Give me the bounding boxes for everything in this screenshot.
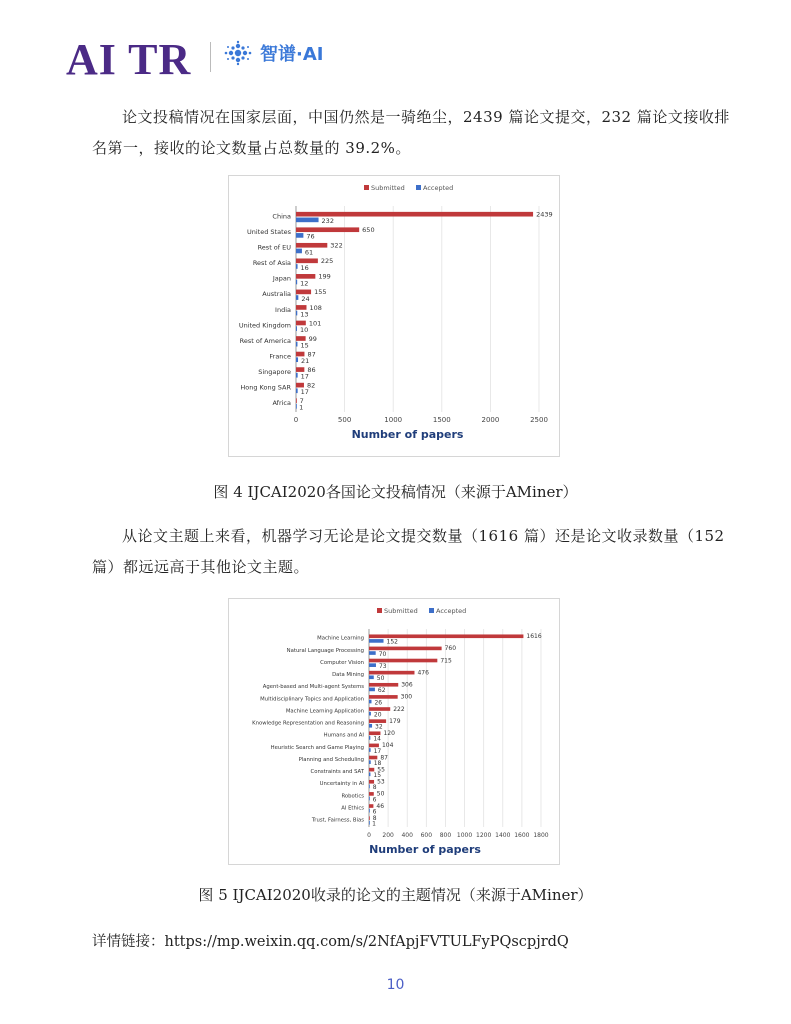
data-label-accepted: 12 xyxy=(300,279,309,288)
bar-accepted xyxy=(369,797,370,801)
bar-submitted xyxy=(369,634,523,638)
bar-accepted xyxy=(296,295,298,300)
bar-accepted xyxy=(296,249,302,254)
data-label-submitted: 87 xyxy=(307,350,316,359)
x-tick-label: 1800 xyxy=(533,832,549,839)
data-label-accepted: 15 xyxy=(300,341,309,350)
category-label: Knowledge Representation and Reasoning xyxy=(252,720,364,727)
category-label: Japan xyxy=(272,274,291,283)
data-label-submitted: 46 xyxy=(376,802,385,810)
bar-submitted xyxy=(369,707,390,711)
zhipu-brand-text: 智谱·AI xyxy=(260,44,324,65)
bar-accepted xyxy=(296,326,297,331)
data-label-submitted: 222 xyxy=(393,705,405,713)
data-label-accepted: 232 xyxy=(321,217,334,226)
bar-submitted xyxy=(296,274,315,279)
bar-accepted xyxy=(369,736,370,740)
data-label-accepted: 10 xyxy=(299,325,309,334)
x-tick-label: 500 xyxy=(337,416,352,424)
bar-accepted xyxy=(369,785,370,789)
data-label-submitted: 108 xyxy=(309,303,322,312)
x-tick-label: 1000 xyxy=(384,416,403,424)
bar-submitted xyxy=(296,367,304,372)
data-label-submitted: 1616 xyxy=(526,633,542,641)
data-label-accepted: 6 xyxy=(372,796,377,804)
data-label-submitted: 101 xyxy=(308,319,322,328)
category-label: United States xyxy=(246,228,291,237)
x-tick-label: 2000 xyxy=(481,416,500,424)
x-tick-label: 600 xyxy=(420,832,433,839)
data-label-submitted: 86 xyxy=(307,365,316,374)
x-tick-label: 200 xyxy=(382,832,394,839)
bar-submitted xyxy=(369,780,374,784)
bar-accepted xyxy=(296,218,319,223)
bar-accepted xyxy=(296,342,297,347)
category-label: Machine Learning Application xyxy=(285,708,364,715)
x-tick-label: 1400 xyxy=(495,832,511,839)
zhipu-logo xyxy=(222,40,323,66)
category-label: Australia xyxy=(262,290,291,299)
bar-accepted xyxy=(296,311,297,316)
data-label-submitted: 7 xyxy=(299,396,304,405)
bar-accepted xyxy=(369,700,371,704)
bar-submitted xyxy=(369,756,377,760)
data-label-accepted: 26 xyxy=(374,699,383,707)
legend-label-accepted: Accepted xyxy=(423,184,454,192)
legend-swatch-submitted xyxy=(377,608,382,613)
bar-submitted xyxy=(369,683,398,687)
category-label: China xyxy=(272,212,291,221)
bar-accepted xyxy=(369,639,384,643)
x-tick-label: 1200 xyxy=(476,832,492,839)
data-label-accepted: 15 xyxy=(373,772,382,780)
x-axis-title: Number of papers xyxy=(369,843,481,856)
bar-accepted xyxy=(369,651,376,655)
x-tick-label: 800 xyxy=(439,832,452,839)
category-label: Natural Language Processing xyxy=(286,647,364,654)
bar-submitted xyxy=(369,647,442,651)
category-label: Robotics xyxy=(341,793,364,800)
legend-swatch-accepted xyxy=(429,608,434,613)
bar-submitted xyxy=(369,816,370,820)
bar-accepted xyxy=(369,675,374,679)
chart-countries xyxy=(228,175,560,457)
paragraph-topic-intro: 从论文主题上来看，机器学习无论是论文提交数量（1616 篇）还是论文收录数量（152 篇）都远远高于其他论文主题。 xyxy=(92,527,725,576)
bar-accepted xyxy=(296,280,297,285)
data-label-submitted: 300 xyxy=(400,693,413,701)
category-label: Singapore xyxy=(258,367,291,376)
data-label-accepted: 8 xyxy=(372,784,377,792)
data-label-accepted: 62 xyxy=(377,687,386,695)
bar-accepted xyxy=(296,373,298,378)
bar-accepted xyxy=(369,821,370,825)
bar-accepted xyxy=(369,724,372,728)
data-label-submitted: 104 xyxy=(381,742,394,750)
legend-label-submitted: Submitted xyxy=(384,607,418,615)
data-label-accepted: 1 xyxy=(372,820,376,828)
category-label: Hong Kong SAR xyxy=(240,383,291,392)
data-label-submitted: 120 xyxy=(383,730,395,738)
aitr-logo: AI TR xyxy=(66,35,192,84)
data-label-accepted: 6 xyxy=(372,808,377,816)
data-label-submitted: 8 xyxy=(372,814,377,822)
category-label: United Kingdom xyxy=(238,321,291,330)
bar-submitted xyxy=(369,731,380,735)
page-number: 10 xyxy=(386,977,405,993)
category-label: Data Mining xyxy=(332,672,364,679)
data-label-submitted: 476 xyxy=(417,669,429,677)
category-label: Computer Vision xyxy=(320,659,364,666)
bar-accepted xyxy=(369,688,375,692)
data-label-submitted: 53 xyxy=(377,778,385,786)
category-label: India xyxy=(275,305,291,314)
category-label: Rest of Asia xyxy=(252,259,291,268)
x-tick-label: 0 xyxy=(367,832,371,839)
legend-label-accepted: Accepted xyxy=(436,607,467,615)
data-label-accepted: 61 xyxy=(304,248,314,257)
bar-submitted xyxy=(296,336,306,341)
category-label: Trust, Fairness, Bias xyxy=(311,817,364,824)
data-label-accepted: 152 xyxy=(386,638,398,646)
x-tick-label: 0 xyxy=(293,416,299,424)
x-tick-label: 1500 xyxy=(432,416,451,424)
data-label-submitted: 306 xyxy=(401,681,413,689)
data-label-submitted: 225 xyxy=(320,257,334,266)
zhipu-dots-icon xyxy=(222,40,254,66)
legend-swatch-submitted xyxy=(364,185,369,190)
bar-submitted xyxy=(369,659,437,663)
bar-submitted xyxy=(369,792,374,796)
category-label: Rest of America xyxy=(239,336,291,345)
data-label-accepted: 18 xyxy=(373,759,382,767)
bar-submitted xyxy=(296,305,306,310)
category-label: Machine Learning xyxy=(317,635,364,642)
category-label: Uncertainty in AI xyxy=(319,781,364,788)
category-label: Agent-based and Multi-agent Systems xyxy=(262,684,364,691)
bar-submitted xyxy=(369,744,379,748)
bar-accepted xyxy=(369,712,371,716)
bar-submitted xyxy=(296,227,359,232)
data-label-accepted: 50 xyxy=(376,675,385,683)
data-label-submitted: 179 xyxy=(389,717,401,725)
logo-divider xyxy=(210,42,211,72)
x-tick-label: 2500 xyxy=(530,416,548,424)
data-label-accepted: 16 xyxy=(300,263,309,272)
data-label-submitted: 55 xyxy=(377,766,385,774)
bar-accepted xyxy=(369,772,370,776)
data-label-submitted: 715 xyxy=(440,657,452,665)
data-label-submitted: 50 xyxy=(376,790,385,798)
bar-submitted xyxy=(296,212,533,217)
category-label: France xyxy=(269,352,291,361)
bar-accepted xyxy=(369,748,371,752)
chart-countries-svg xyxy=(229,176,559,456)
paragraph-country-intro: 论文投稿情况在国家层面，中国仍然是一骑绝尘，2439 篇论文提交，232 篇论文接收排名第一，接收的论文数量占总数量的 39.2%。 xyxy=(92,108,730,157)
category-label: Rest of EU xyxy=(257,243,291,252)
data-label-accepted: 13 xyxy=(300,310,309,319)
bar-submitted xyxy=(296,352,304,357)
data-label-submitted: 322 xyxy=(330,241,343,250)
bar-submitted xyxy=(296,243,327,248)
category-label: Planning and Scheduling xyxy=(298,756,364,763)
bar-submitted xyxy=(369,804,373,808)
bar-submitted xyxy=(296,258,318,263)
x-axis-title: Number of papers xyxy=(351,428,464,441)
data-label-accepted: 17 xyxy=(300,372,309,381)
detail-link[interactable]: 详情链接：https://mp.weixin.qq.com/s/2NfApjFVTULFyPQscpjrdQ xyxy=(92,934,569,950)
data-label-accepted: 1 xyxy=(299,403,304,412)
category-label: Multidisciplinary Topics and Application xyxy=(260,696,364,703)
data-label-accepted: 17 xyxy=(300,388,309,397)
legend-swatch-accepted xyxy=(416,185,421,190)
bar-accepted xyxy=(369,809,370,813)
bar-submitted xyxy=(369,768,374,772)
chart-topics-svg xyxy=(229,599,559,864)
data-label-accepted: 21 xyxy=(301,357,310,366)
caption-figure-5: 图 5 IJCAI2020收录的论文的主题情况（来源于AMiner） xyxy=(198,886,593,904)
data-label-accepted: 24 xyxy=(301,294,310,303)
category-label: Constraints and SAT xyxy=(310,769,364,776)
bar-accepted xyxy=(369,663,376,667)
x-tick-label: 1600 xyxy=(514,832,530,839)
data-label-accepted: 73 xyxy=(378,662,387,670)
data-label-submitted: 760 xyxy=(444,645,457,653)
bar-accepted xyxy=(296,404,297,409)
bar-submitted xyxy=(296,398,297,403)
category-label: Africa xyxy=(272,399,291,408)
legend-label-submitted: Submitted xyxy=(371,184,405,192)
bar-submitted xyxy=(296,383,304,388)
x-tick-label: 400 xyxy=(401,832,413,839)
bar-submitted xyxy=(296,321,306,326)
data-label-accepted: 76 xyxy=(306,232,315,241)
x-tick-label: 1000 xyxy=(456,832,473,839)
bar-accepted xyxy=(296,357,298,362)
bar-submitted xyxy=(369,719,386,723)
data-label-accepted: 70 xyxy=(378,650,387,658)
data-label-accepted: 14 xyxy=(373,735,381,743)
chart-topics xyxy=(228,598,560,865)
data-label-submitted: 99 xyxy=(308,334,317,343)
bar-submitted xyxy=(369,695,398,699)
data-label-submitted: 87 xyxy=(380,754,388,762)
bar-accepted xyxy=(296,264,298,269)
category-label: Heuristic Search and Game Playing xyxy=(270,744,364,751)
data-label-submitted: 82 xyxy=(306,381,316,390)
bar-accepted xyxy=(296,388,298,393)
data-label-accepted: 17 xyxy=(373,747,382,755)
data-label-submitted: 155 xyxy=(314,288,327,297)
data-label-submitted: 2439 xyxy=(536,210,553,219)
bar-accepted xyxy=(296,233,303,238)
category-label: Humans and AI xyxy=(323,732,364,739)
data-label-accepted: 32 xyxy=(375,723,383,731)
bar-submitted xyxy=(369,671,414,675)
caption-figure-4: 图 4 IJCAI2020各国论文投稿情况（来源于AMiner） xyxy=(213,483,578,501)
data-label-submitted: 199 xyxy=(318,272,331,281)
data-label-accepted: 20 xyxy=(373,711,382,719)
bar-submitted xyxy=(296,290,311,295)
category-label: AI Ethics xyxy=(341,805,364,812)
bar-accepted xyxy=(369,760,371,764)
data-label-submitted: 650 xyxy=(362,226,375,235)
